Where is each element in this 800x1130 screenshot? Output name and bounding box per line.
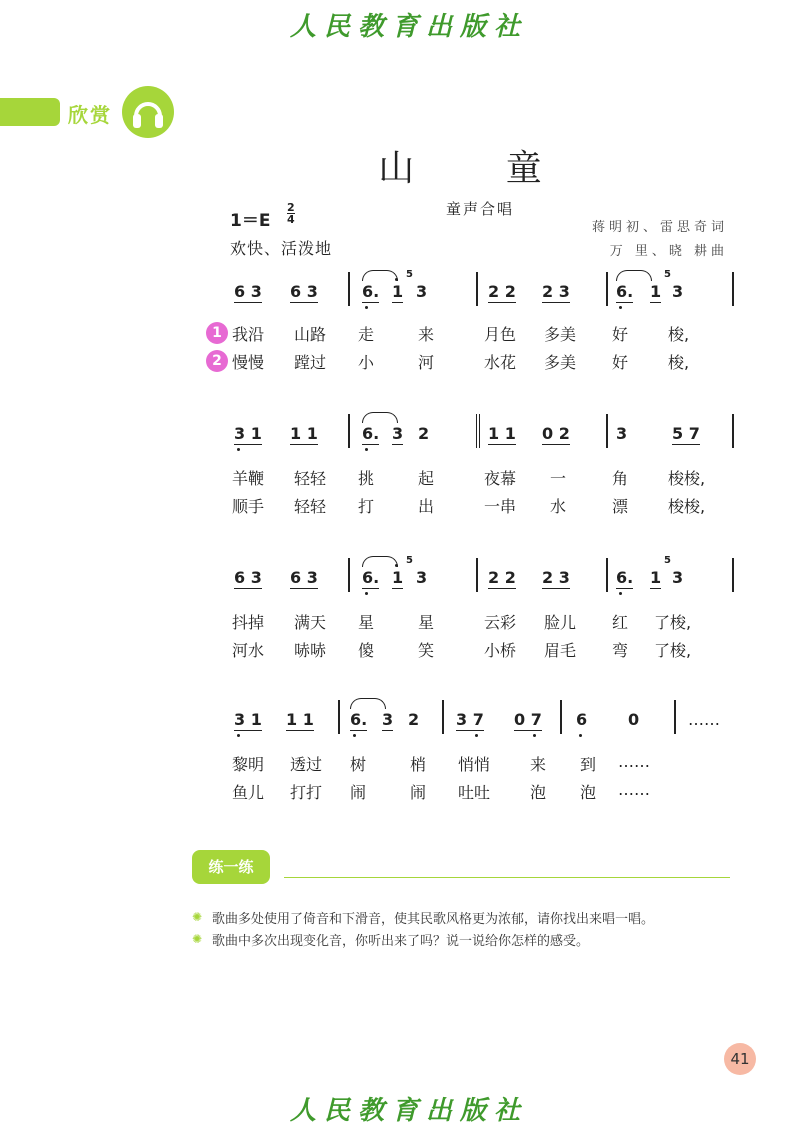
barline (476, 558, 478, 592)
note-group: 5 7 (672, 424, 700, 443)
octave-dot (619, 306, 622, 309)
slur (362, 270, 398, 281)
publisher-footer: 人民教育出版社 (290, 1096, 529, 1126)
lyrics-line-4-verse-2 (232, 780, 732, 804)
note-dotted: 6. (350, 710, 368, 729)
notation-line-1 (226, 269, 736, 312)
lyric: 星 (358, 613, 375, 632)
practice-section-badge: 练一练 (192, 850, 270, 884)
note-dotted: 6. (362, 568, 380, 587)
slur (350, 698, 386, 709)
lyric: 梭梭, (668, 469, 706, 488)
rest: 0 (628, 710, 640, 729)
barline (560, 700, 562, 734)
section-banner-bar (0, 98, 60, 126)
lyric: 到 (580, 755, 597, 774)
lyric: 好 (612, 325, 629, 344)
lyric: 慢慢 (232, 353, 265, 372)
lyrics-line-1-verse-2 (212, 350, 732, 374)
note-group: 0 2 (542, 424, 570, 443)
note: 3 (416, 568, 428, 587)
lyric: 一 (550, 469, 567, 488)
octave-dot (365, 592, 368, 595)
lyric: 了梭, (654, 613, 692, 632)
lyric: 傻 (358, 641, 375, 660)
time-signature: 2 4 (287, 201, 295, 226)
notation-line-4 (226, 710, 736, 740)
grace-note: 5 (664, 269, 671, 280)
lyrics-line-1-verse-1 (212, 322, 732, 346)
lyric: 小 (358, 353, 375, 372)
note-group: 2 3 (542, 568, 570, 587)
flower-bullet-icon: ✺ (192, 932, 203, 946)
note-group: 2 3 (542, 282, 570, 301)
octave-dot (395, 278, 398, 281)
barline (732, 558, 734, 592)
note-group: 0 7 (514, 710, 542, 729)
note-dotted: 6. (362, 424, 380, 443)
barline (674, 700, 676, 734)
barline (442, 700, 444, 734)
note: 2 (408, 710, 420, 729)
grace-note: 5 (406, 555, 413, 566)
song-title: 山 童 (378, 148, 582, 189)
lyric: 满天 (294, 613, 327, 632)
lyric: 轻轻 (294, 497, 327, 516)
lyric: 月色 (484, 325, 517, 344)
grace-note: 5 (406, 269, 413, 280)
barline (732, 414, 734, 448)
octave-dot (237, 734, 240, 737)
verse-marker-2: 2 (206, 350, 228, 372)
lyric: 了梭, (654, 641, 692, 660)
lyric: 我沿 (232, 325, 265, 344)
note: 2 (418, 424, 430, 443)
note-dotted: 6. (616, 282, 634, 301)
note-dotted: 6. (362, 282, 380, 301)
section-banner-label: 欣赏 (68, 103, 112, 127)
octave-dot (237, 448, 240, 451)
page-number: 41 (724, 1043, 756, 1075)
note-group: 3 1 (234, 424, 262, 443)
note: 3 (672, 282, 684, 301)
octave-dot (619, 592, 622, 595)
lyric: 黎明 (232, 755, 265, 774)
lyric: 夜幕 (484, 469, 517, 488)
lyric: 梭, (668, 353, 690, 372)
lyric: 漂 (612, 497, 629, 516)
lyric: 水 (550, 497, 567, 516)
lyric: …… (618, 752, 650, 771)
note-group: 1 1 (290, 424, 318, 443)
lyrics-line-2-verse-2 (232, 494, 732, 518)
lyrics-line-3-verse-1 (232, 610, 732, 634)
continuation-ellipsis: …… (688, 710, 720, 729)
headphone-icon (122, 86, 174, 138)
note-group: 6 3 (234, 282, 262, 301)
barline (476, 272, 478, 306)
lyric: 梭, (668, 325, 690, 344)
lyric: 树 (350, 755, 367, 774)
lyric: 起 (418, 469, 435, 488)
note: 1 (650, 282, 662, 301)
note-group: 1 1 (286, 710, 314, 729)
lyric: 吐吐 (458, 783, 491, 802)
barline (606, 272, 608, 306)
lyricist-credit: 蒋明初、雷思奇词 (591, 220, 728, 235)
practice-item-2: 歌曲中多次出现变化音，你听出来了吗？说一说给你怎样的感受。 (212, 934, 590, 949)
lyric: 笑 (418, 641, 435, 660)
lyric: 闹 (410, 783, 427, 802)
note-dotted: 6. (616, 568, 634, 587)
lyric: 梭梭, (668, 497, 706, 516)
lyric: 透过 (290, 755, 323, 774)
lyric: 小桥 (484, 641, 517, 660)
barline (606, 558, 608, 592)
lyrics-line-3-verse-2 (232, 638, 732, 662)
octave-dot (475, 734, 478, 737)
lyric: 河 (418, 353, 435, 372)
lyric: 弯 (612, 641, 629, 660)
notation-line-2 (226, 424, 736, 454)
note-group: 6 3 (234, 568, 262, 587)
lyrics-line-4-verse-1 (232, 752, 732, 776)
lyric: 好 (612, 353, 629, 372)
lyric: 山路 (294, 325, 327, 344)
lyric: 鱼儿 (232, 783, 265, 802)
note-group: 3 1 (234, 710, 262, 729)
note: 3 (392, 424, 404, 443)
note: 3 (616, 424, 628, 443)
lyric: 多美 (544, 353, 577, 372)
lyric: 抖掉 (232, 613, 265, 632)
note-group: 2 2 (488, 568, 516, 587)
lyric: 打 (358, 497, 375, 516)
lyric: 来 (530, 755, 547, 774)
barline (606, 414, 608, 448)
lyric: 脸儿 (544, 613, 577, 632)
lyric: 闹 (350, 783, 367, 802)
lyric: 多美 (544, 325, 577, 344)
slur (616, 270, 652, 281)
lyric: 挑 (358, 469, 375, 488)
note-group: 3 7 (456, 710, 484, 729)
note: 1 (392, 282, 404, 301)
lyric: 来 (418, 325, 435, 344)
note-group: 6 3 (290, 568, 318, 587)
octave-dot (365, 306, 368, 309)
lyrics-line-2-verse-1 (232, 466, 732, 490)
note-group: 2 2 (488, 282, 516, 301)
song-subtitle: 童声合唱 (446, 200, 515, 218)
grace-note: 5 (664, 555, 671, 566)
lyric: 一串 (484, 497, 517, 516)
tempo-marking: 欢快、活泼地 (230, 239, 333, 258)
practice-item-1: 歌曲多处使用了倚音和下滑音，使其民歌风格更为浓郁，请你找出来唱一唱。 (212, 912, 655, 927)
octave-dot (579, 734, 582, 737)
flower-bullet-icon: ✺ (192, 910, 203, 924)
barline (732, 272, 734, 306)
barline (338, 700, 340, 734)
lyric: 羊鞭 (232, 469, 265, 488)
lyric: 打打 (290, 783, 323, 802)
composer-credit: 万 里、晓 耕曲 (609, 244, 728, 259)
lyric: 顺手 (232, 497, 265, 516)
barline (476, 414, 477, 448)
lyric: 走 (358, 325, 375, 344)
lyric: 红 (612, 613, 629, 632)
lyric: 蹚过 (294, 353, 327, 372)
lyric: 水花 (484, 353, 517, 372)
verse-marker-1: 1 (206, 322, 228, 344)
lyric: 悄悄 (458, 755, 491, 774)
lyric: 角 (612, 469, 629, 488)
note-group: 1 1 (488, 424, 516, 443)
lyric: 出 (418, 497, 435, 516)
lyric: …… (618, 780, 650, 799)
lyric: 云彩 (484, 613, 517, 632)
note: 3 (382, 710, 394, 729)
lyric: 梢 (410, 755, 427, 774)
slur (362, 412, 398, 423)
lyric: 泡 (580, 783, 597, 802)
octave-dot (353, 734, 356, 737)
octave-dot (395, 564, 398, 567)
note-group: 6 3 (290, 282, 318, 301)
octave-dot (365, 448, 368, 451)
octave-dot (533, 734, 536, 737)
barline (348, 414, 350, 448)
notation-line-3 (226, 555, 736, 598)
note: 1 (650, 568, 662, 587)
barline (348, 558, 350, 592)
barline (348, 272, 350, 306)
lyric: 轻轻 (294, 469, 327, 488)
practice-divider (284, 877, 730, 878)
lyric: 星 (418, 613, 435, 632)
slur (362, 556, 398, 567)
key-signature: 1＝E (230, 211, 271, 231)
note: 1 (392, 568, 404, 587)
note: 6 (576, 710, 588, 729)
publisher-header: 人民教育出版社 (290, 12, 529, 42)
lyric: 泡 (530, 783, 547, 802)
lyric: 眉毛 (544, 641, 577, 660)
note: 3 (672, 568, 684, 587)
lyric: 哧哧 (294, 641, 327, 660)
lyric: 河水 (232, 641, 265, 660)
note: 3 (416, 282, 428, 301)
